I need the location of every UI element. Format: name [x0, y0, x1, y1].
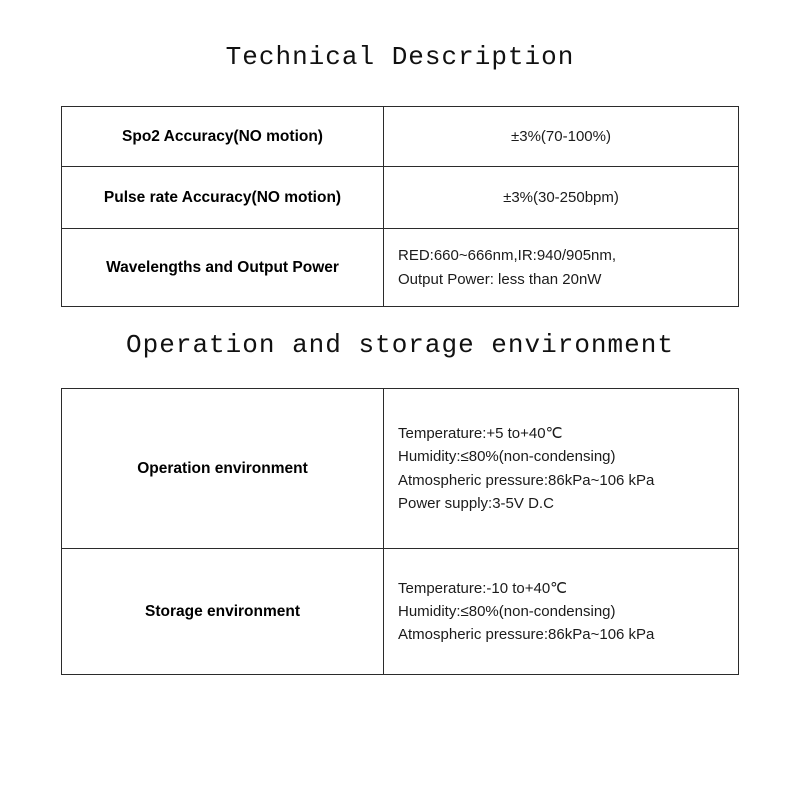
- spec-value: [384, 107, 739, 167]
- spec-label: Storage environment: [62, 549, 384, 675]
- value-line: ±3%(70-100%): [511, 127, 611, 145]
- spec-value: [384, 389, 739, 549]
- spec-value: [384, 229, 739, 307]
- page-title-technical-description: Technical Description: [225, 42, 575, 72]
- table-row: [62, 389, 739, 549]
- environment-table: [61, 388, 739, 675]
- table-row: [62, 229, 739, 307]
- value-line: Output Power: less than 20nW: [398, 270, 602, 288]
- value-line: Power supply:3-5V D.C: [398, 494, 554, 512]
- spec-label: Operation environment: [62, 389, 384, 549]
- value-line: Temperature:+5 to+40℃: [398, 425, 563, 442]
- value-line: Atmospheric pressure:86kPa~106 kPa: [398, 471, 655, 489]
- spec-value: [384, 167, 739, 229]
- value-line: Atmospheric pressure:86kPa~106 kPa: [398, 626, 655, 644]
- table-row: [62, 167, 739, 229]
- spec-label: Pulse rate Accuracy(NO motion): [62, 167, 384, 229]
- technical-description-table: [61, 106, 739, 307]
- value-line: Humidity:≤80%(non-condensing): [398, 602, 616, 620]
- spec-label: Wavelengths and Output Power: [62, 229, 384, 307]
- value-line: RED:660~666nm,IR:940/905nm,: [398, 247, 617, 265]
- page-title-operation-storage-environment: Operation and storage environment: [126, 330, 674, 360]
- spec-label: Spo2 Accuracy(NO motion): [62, 107, 384, 167]
- value-line: Humidity:≤80%(non-condensing): [398, 448, 616, 466]
- table-row: [62, 107, 739, 167]
- value-line: Temperature:-10 to+40℃: [398, 579, 568, 597]
- table-row: [62, 549, 739, 675]
- value-line: ±3%(30-250bpm): [503, 188, 619, 206]
- spec-value: [384, 549, 739, 675]
